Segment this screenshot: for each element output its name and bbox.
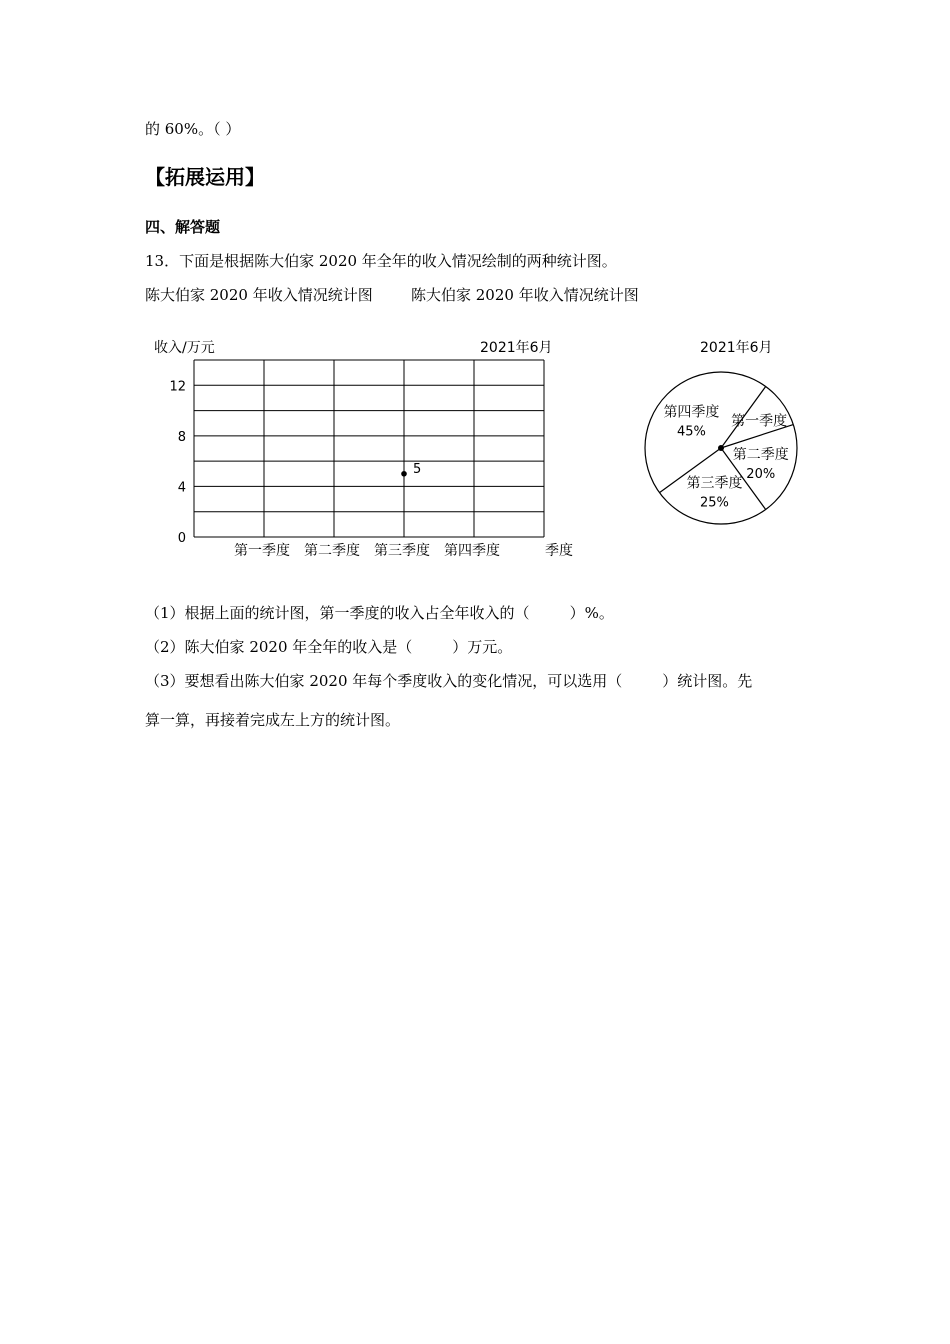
chart-grid [194,360,544,537]
question-13 [145,251,617,271]
pie-center [718,445,724,451]
pie-chart-date: 2021年6月 [700,340,773,356]
y-tick-label: 4 [177,480,186,496]
pie-slice-percent: 45% [676,424,706,440]
question-number: 13． [145,252,180,270]
chart-caption-right: 陈大伯家 2020 年收入情况统计图 [411,286,639,304]
sub-question-3-end: ）统计图。先 [662,672,753,690]
y-axis-label: 收入/万元 [154,340,215,356]
sub-question-2-text: 陈大伯家 2020 年全年的收入是（ [184,638,413,656]
x-tick-label: 第四季度 [444,543,500,559]
sub-question-3 [145,671,752,691]
line-chart-date: 2021年6月 [480,340,553,356]
sub-question-3-continued: 算一算，再接着完成左上方的统计图。 [145,711,401,729]
pie-slice-name: 第四季度 [663,404,720,421]
sub-question-3-text: 要想看出陈大伯家 2020 年每个季度收入的变化情况，可以选用（ [184,672,623,690]
sub-question-1 [145,603,614,623]
pie-slice-name: 第一季度 [731,413,788,430]
y-tick-label: 0 [177,531,186,546]
x-axis-label: 季度 [545,543,573,559]
section-title: 【拓展运用】 [145,165,265,189]
x-tick-label: 第三季度 [374,543,430,559]
line-chart [140,330,600,570]
sub-question-2-end: ）万元。 [452,638,513,656]
sub-question-1-end: ）%。 [569,604,614,622]
sub-question-2-label: （2） [145,638,185,656]
part-heading: 四、解答题 [145,218,221,236]
pie-chart [630,330,810,540]
sub-question-2 [145,637,512,657]
question-stem: 下面是根据陈大伯家 2020 年全年的收入情况绘制的两种统计图。 [179,252,617,270]
previous-question-tail: 的 60%。（ ） [145,120,241,138]
x-tick-label: 第二季度 [304,543,360,559]
pie-slice-percent: 25% [700,495,729,511]
x-tick-label: 第一季度 [234,543,290,559]
sub-question-1-label: （1） [145,604,185,622]
data-point [401,471,407,477]
y-tick-labels [169,379,186,546]
pie-slice-percent: 20% [746,466,776,482]
y-tick-label: 12 [169,379,186,395]
pie-slice-name: 第三季度 [686,475,743,492]
y-tick-label: 8 [177,429,186,445]
sub-question-3-label: （3） [145,672,185,690]
chart-caption-left: 陈大伯家 2020 年收入情况统计图 [145,286,373,304]
x-tick-labels [234,542,500,559]
data-label: 5 [413,461,422,477]
pie-slice-name: 第二季度 [732,446,789,463]
sub-question-1-text: 根据上面的统计图，第一季度的收入占全年收入的（ [184,604,530,622]
